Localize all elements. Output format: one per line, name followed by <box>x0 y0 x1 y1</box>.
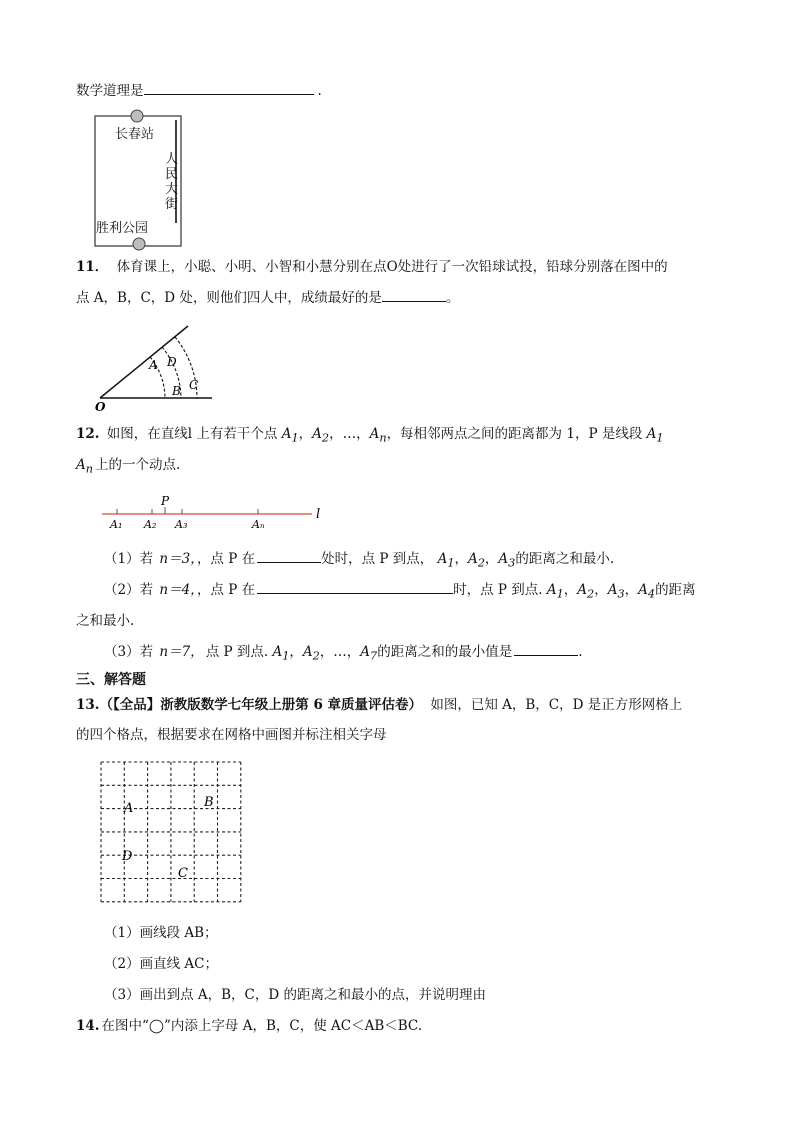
q14-number: 14. <box>76 1018 100 1034</box>
q12-sub2-blank[interactable] <box>257 592 453 594</box>
q12-sub2-tail: 的距离 <box>655 582 696 598</box>
q12-sub2-A2: $A_2$ <box>577 582 595 601</box>
q11-text-line2: 点 A，B，C，D 处，则他们四人中，成绩最好的是 <box>76 290 382 306</box>
q12-An-line2: $A_n$ <box>76 457 93 476</box>
point-P-label: P <box>161 494 170 508</box>
q12-line1-mid: 上有若干个点 <box>196 426 278 442</box>
q12-comma-2: ， <box>329 426 343 442</box>
q12-sub3-pre: （3）若 <box>104 644 154 660</box>
q11-text-line1: 体育课上，小聪、小明、小智和小慧分别在点O处进行了一次铅球试投，铅球分别落在图中的 <box>116 259 668 275</box>
q12-ellipsis: … <box>342 426 357 442</box>
q13-line1-tail: 如图，已知 A，B，C，D 是正方形网格上 <box>430 697 683 713</box>
q12-sub1-A2: $A_2$ <box>468 551 485 570</box>
q13-line1 <box>76 699 682 713</box>
q12-An: $A_n$ <box>369 426 387 445</box>
q12-A2: $A_2$ <box>312 426 330 445</box>
q12-sub1-pre: （1）若 <box>104 551 154 567</box>
q12-line1-tail: ，每相邻两点之间的距离都为 1，P 是线段 <box>386 426 643 442</box>
q12-sub3-A2: $A_2$ <box>302 644 320 663</box>
street-char-3: 大 <box>165 182 179 197</box>
q12-sub1-tail: 的距离之和最小. <box>515 551 615 567</box>
q13-number: 13. <box>76 697 100 713</box>
grid-point-C: C <box>178 866 188 881</box>
q13-source: （【全品】浙教版数学七年级上册第 6 章质量评估卷） <box>99 697 423 713</box>
q12-sub3-end: . <box>578 644 583 660</box>
q12-number: 12. <box>76 426 100 442</box>
q12-sub3-A7: $A_7$ <box>360 644 378 663</box>
A2-label: A₂ <box>144 518 157 531</box>
grid-point-B: B <box>204 795 214 810</box>
q12-sub2-mid: ，点 P 在 <box>196 582 256 598</box>
q12-comma-1: ， <box>298 426 313 442</box>
q12-line2 <box>76 459 180 475</box>
top-station-label: 长春站 <box>115 127 155 142</box>
shotput-figure <box>92 322 222 414</box>
l-label: l <box>316 507 321 522</box>
q12-comma-3: ， <box>356 426 370 442</box>
q14-line <box>76 1020 422 1034</box>
q13-sub1: （1）画线段 AB； <box>104 925 218 941</box>
q12-sub2-comma-3: ， <box>624 582 639 598</box>
q12-sub2-after: 时，点 P 到点. <box>453 582 543 598</box>
dashed-grid <box>101 762 241 902</box>
q12-sub3-comma-2: ， <box>319 644 334 660</box>
A3-label: A₃ <box>175 518 188 531</box>
q12-sub2-A3: $A_3$ <box>607 582 625 601</box>
q11-number: 11． <box>76 259 109 275</box>
q12-line1-pre: 如图，在直线 <box>106 426 188 442</box>
q12-sub3-blank[interactable] <box>514 654 578 656</box>
q12-sub2-comma-1: ， <box>563 582 578 598</box>
q12-sub2-comma-2: ， <box>594 582 608 598</box>
q10-end: . <box>317 83 322 99</box>
An-label: Aₙ <box>252 518 265 531</box>
q13-line2-text: 的四个格点，根据要求在网格中画图并标注相关字母 <box>76 727 387 743</box>
point-B-label: B <box>172 384 181 398</box>
grid-point-A: A <box>124 801 134 816</box>
q12-sub3-mid: 点 P 到点. <box>205 644 269 660</box>
q10-prefix: 数学道理是 <box>76 83 144 99</box>
q12-sub2-A1: $A_1$ <box>546 582 564 601</box>
q12-sub1 <box>104 553 614 569</box>
q12-sub2-eq: n＝4， <box>159 582 197 598</box>
q12-A1-end: $A_1$ <box>646 426 664 445</box>
point-A-label: A <box>149 358 158 372</box>
q12-sub1-A1: $A_1$ <box>437 551 455 570</box>
street-char-1: 人 <box>165 152 179 167</box>
q12-sub3-eq: n＝7， <box>159 644 204 660</box>
q12-line1 <box>76 428 664 444</box>
q12-line-l: l <box>187 426 193 442</box>
q12-sub3 <box>104 646 583 662</box>
q13-sub2: （2）画直线 AC； <box>104 956 218 972</box>
q12-sub3-comma-3: ， <box>346 644 361 660</box>
q11-line1 <box>76 261 668 275</box>
q12-sub1-comma-1: ， <box>454 551 468 567</box>
q13-line2 <box>76 729 387 743</box>
q12-sub1-blank[interactable] <box>257 561 321 563</box>
q14-text: 在图中“◯”内添上字母 A，B，C，使 AC＜AB＜BC. <box>101 1018 423 1034</box>
q11-end: 。 <box>445 290 460 306</box>
number-line-figure <box>98 491 338 533</box>
q12-sub3-comma-1: ， <box>289 644 303 660</box>
q12-sub2-line2 <box>76 615 134 629</box>
station-bottom-dot <box>133 238 145 250</box>
q10-answer-blank[interactable] <box>144 93 314 95</box>
q12-sub1-eq: n＝3， <box>159 551 197 567</box>
q11-answer-blank[interactable] <box>382 300 446 302</box>
street-char-2: 民 <box>165 167 179 182</box>
q11-line2 <box>76 292 459 306</box>
station-top-dot <box>131 110 143 122</box>
q12-sub2-line2-text: 之和最小. <box>76 613 135 629</box>
q10-line <box>76 85 322 99</box>
point-C-label: C <box>189 378 199 392</box>
point-D-label: D <box>167 355 177 369</box>
q12-sub1-A3: $A_3$ <box>498 551 516 570</box>
q12-line2-tail: 上的一个动点. <box>95 457 181 473</box>
q12-sub3-tail: 的距离之和的最小值是 <box>377 644 513 660</box>
q12-sub1-after: 处时，点 P 到点， <box>321 551 434 567</box>
grid-point-D: D <box>122 849 133 864</box>
bottom-station-label: 胜利公园 <box>96 221 149 236</box>
q12-sub2 <box>104 584 696 600</box>
q12-A1: $A_1$ <box>281 426 299 445</box>
street-char-4: 街 <box>165 197 179 212</box>
q12-sub2-pre: （2）若 <box>104 582 154 598</box>
point-O-label: O <box>95 400 106 414</box>
q12-sub1-comma-2: ， <box>484 551 499 567</box>
section-title: 三、解答题 <box>76 672 146 688</box>
q12-sub3-A1: $A_1$ <box>272 644 290 663</box>
q12-sub3-ellipsis: … <box>333 644 347 660</box>
q12-sub2-A4: $A_4$ <box>638 582 656 601</box>
q12-sub1-mid: ，点 P 在 <box>196 551 256 567</box>
A1-label: A₁ <box>110 518 123 531</box>
q13-sub3: （3）画出到点 A，B，C，D 的距离之和最小的点，并说明理由 <box>104 987 486 1003</box>
grid-figure <box>98 759 246 905</box>
changchun-map-figure <box>88 106 188 254</box>
